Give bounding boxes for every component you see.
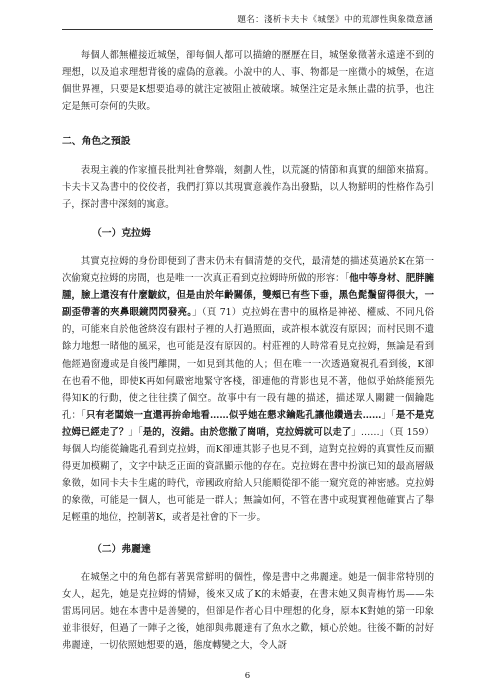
section-2-paragraph: 表現主義的作家擅長批判社會弊端，刻劃人性，以荒誕的情節和真實的細節來描寫。卡夫卡又為書中的佼佼者，我們打算以其現實意義作為出發點，以人物鮮明的性格作為引子，探討書中深刻的寓意。 bbox=[62, 165, 434, 211]
klamm-text-5: 」……」（頁 159）每個人均能從鑰匙孔看到克拉姆，而K卻連其影子也見不到，這對克拉姆的真實性反而顯得更加模糊了，文字中缺乏正面的資訊顯示他的存在。克拉姆在書中扮演已知的最高層級象徵，如同卡夫卡生處的時代，帝國政府給人只能順從卻不能一窺究竟的神密感。克拉姆的象徵，可能是一個人，也可能是一群人；無論如何，不管在書中或現實裡他確實占了舉足輕重的地位，控制著K，或者是社會的下一步。 bbox=[62, 426, 434, 524]
klamm-paragraph bbox=[62, 253, 434, 527]
klamm-quote-answer: 是的，沒錯。由於您撤了崗哨，克拉姆就可以走了 bbox=[142, 426, 352, 438]
running-header: 題名：淺析卡夫卡《城堡》中的荒謬性與象徵意涵 bbox=[237, 15, 433, 25]
klamm-quote-keyhole: 只有老闆娘一直還再拚命地看……似乎她在懇求鑰匙孔讓他鑽過去…… bbox=[85, 409, 382, 421]
subsection-title-frieda: （二）弗麗達 bbox=[92, 544, 151, 555]
klamm-quote-description: 他中等身材、肥胖臃腫，臉上還沒有什麼皺紋，但是由於年齡關係，雙頰已有些下垂，黑色髭鬚留得很大，一副歪帶著的夾鼻眼鏡閃閃發亮。 bbox=[62, 273, 434, 319]
frieda-paragraph: 在城堡之中的角色都有著異常鮮明的個性，像是書中之弗麗達。她是一個非常特別的女人，起先，她是克拉姆的情婦，後來又成了K的未婚妻，在書末她又與青梅竹馬——朱雷馬同居。她在本書中是善變的，但卻是作者心目中理想的化身，原本K對她的第一印象並非很好，但過了一陣子之後，她卻與弗麗達有了魚水之歡，傾心於她。往後不斷的討好弗麗達，一切依照她想要的過，態度轉變之大，令人訝 bbox=[62, 572, 434, 652]
page-number: 6 bbox=[244, 671, 251, 681]
section-title-character-presets: 二、角色之預設 bbox=[62, 136, 131, 147]
klamm-text-1: 其實克拉姆的身份即便到了書末仍未有個清楚的交代，最清楚的描述莫過於K在第一次偷窺克拉姆的房間，也是唯一一次真正看到克拉姆時所做的形容：「 bbox=[62, 256, 434, 285]
klamm-text-4: 」「 bbox=[128, 426, 143, 438]
subsection-title-klamm: （一）克拉姆 bbox=[92, 228, 151, 239]
klamm-quote-question: 是不是克拉姆已經走了？ bbox=[62, 409, 434, 438]
intro-paragraph: 每個人都無權接近城堡，卻每個人都可以描繪的歷歷在目，城堡象徵著永遠達不到的理想，以及追求理想背後的虛偽的意義。小說中的人、事、物都是一座微小的城堡，在這個世界裡，只要是K想要追尋的就注定被阻止被破壞。城堡注定是永無止盡的抗爭，也注定是無可奈何的失敗。 bbox=[62, 50, 434, 113]
klamm-text-3: 」「 bbox=[381, 409, 396, 421]
header-rule bbox=[62, 29, 433, 30]
klamm-text-2: 」（頁 71）克拉姆在書中的風格是神祕、權威、不同凡俗的，可能來自於他爸終沒有跟村子裡的人打過照面，或許根本就沒有原因；而村民則不遺餘力地想一睹他的風采，也可能是沒有原因的。村莊裡的人時常看見克拉姆，無論是看到他經過窗邊或是自後門離開，一如見到其他的人；但在唯一一次透過窺視孔看到後，K卻在也看不他，即使K再如何嚴密地緊守客棧，卻連他的背影也見不著，他似乎始終能預先得知K的行動，使之往往撲了個空。故事中有一段有趣的描述，描述眾人關鍵一個鑰匙孔：「 bbox=[62, 307, 435, 421]
